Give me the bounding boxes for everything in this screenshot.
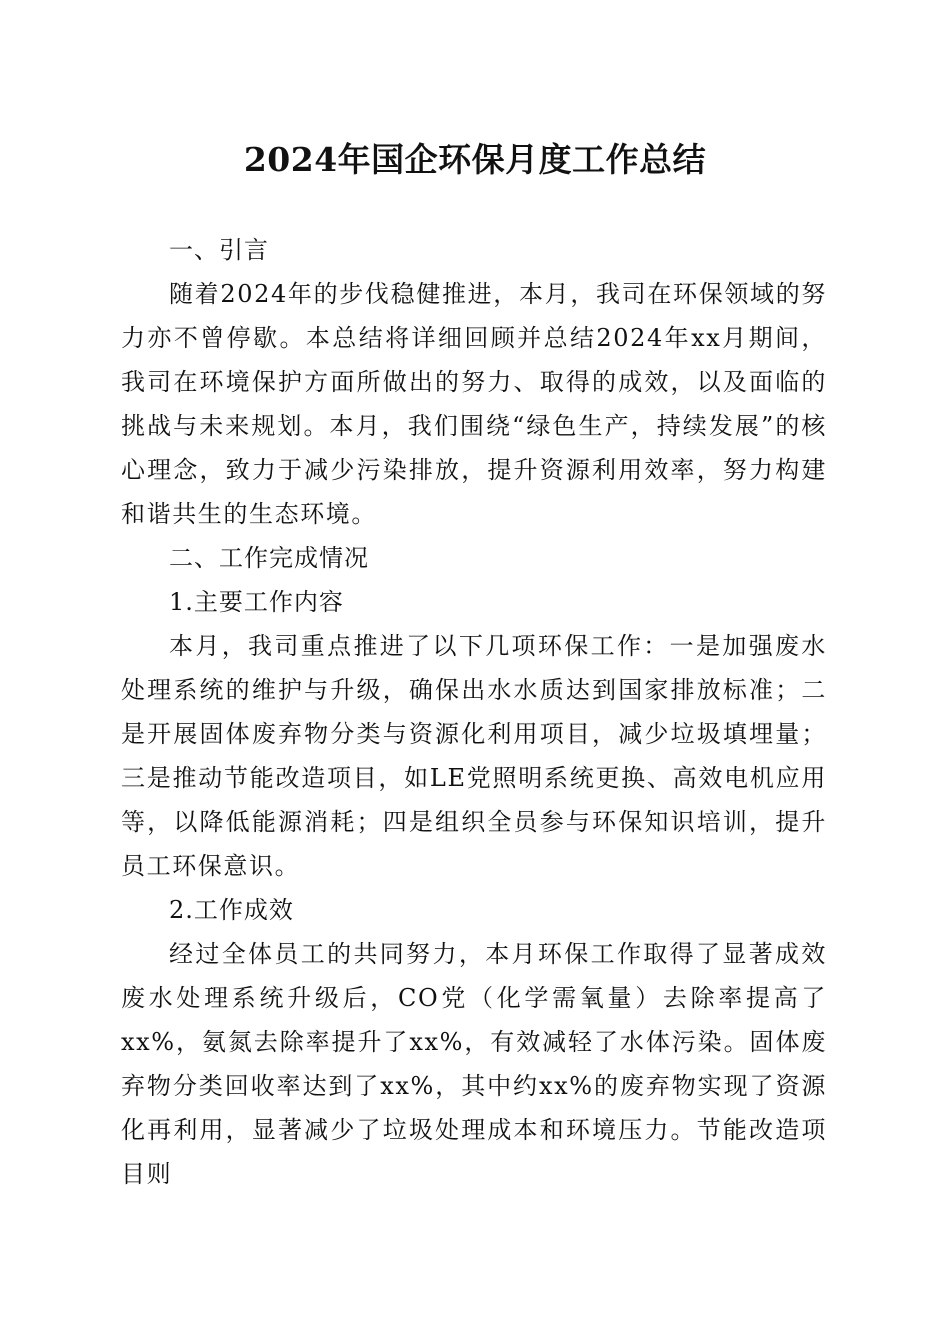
work-results-paragraph: 经过全体员工的共同努力，本月环保工作取得了显著成效废水处理系统升级后，CO党（化学需氧量）去除率提高了xx%，氨氮去除率提升了xx%，有效减轻了水体污染。固体废弃物分类回收率达到了xx%，其中约xx%的废弃物实现了资源化再利用，显著减少了垃圾处理成本和环境压力。节能改造项目则 <box>121 940 827 1188</box>
subheading-main-work: 1.主要工作内容 <box>169 588 344 616</box>
document-title: 2024年国企环保月度工作总结 <box>243 140 707 179</box>
section-heading-work-completion: 二、工作完成情况 <box>169 544 369 572</box>
document-body <box>121 228 827 1196</box>
introduction-paragraph: 随着2024年的步伐稳健推进，本月，我司在环保领域的努力亦不曾停歇。本总结将详细回顾并总结2024年xx月期间，我司在环境保护方面所做出的努力、取得的成效，以及面临的挑战与未来规划。本月，我们围绕“绿色生产，持续发展”的核心理念，致力于减少污染排放，提升资源利用效率，努力构建和谐共生的生态环境。 <box>121 280 827 528</box>
section-heading-introduction: 一、引言 <box>169 236 269 264</box>
subheading-work-results: 2.工作成效 <box>169 896 294 924</box>
main-work-paragraph: 本月，我司重点推进了以下几项环保工作：一是加强废水处理系统的维护与升级，确保出水水质达到国家排放标准；二是开展固体废弃物分类与资源化利用项目，减少垃圾填埋量；三是推动节能改造项目，如LE党照明系统更换、高效电机应用等，以降低能源消耗；四是组织全员参与环保知识培训，提升员工环保意识。 <box>121 632 827 880</box>
